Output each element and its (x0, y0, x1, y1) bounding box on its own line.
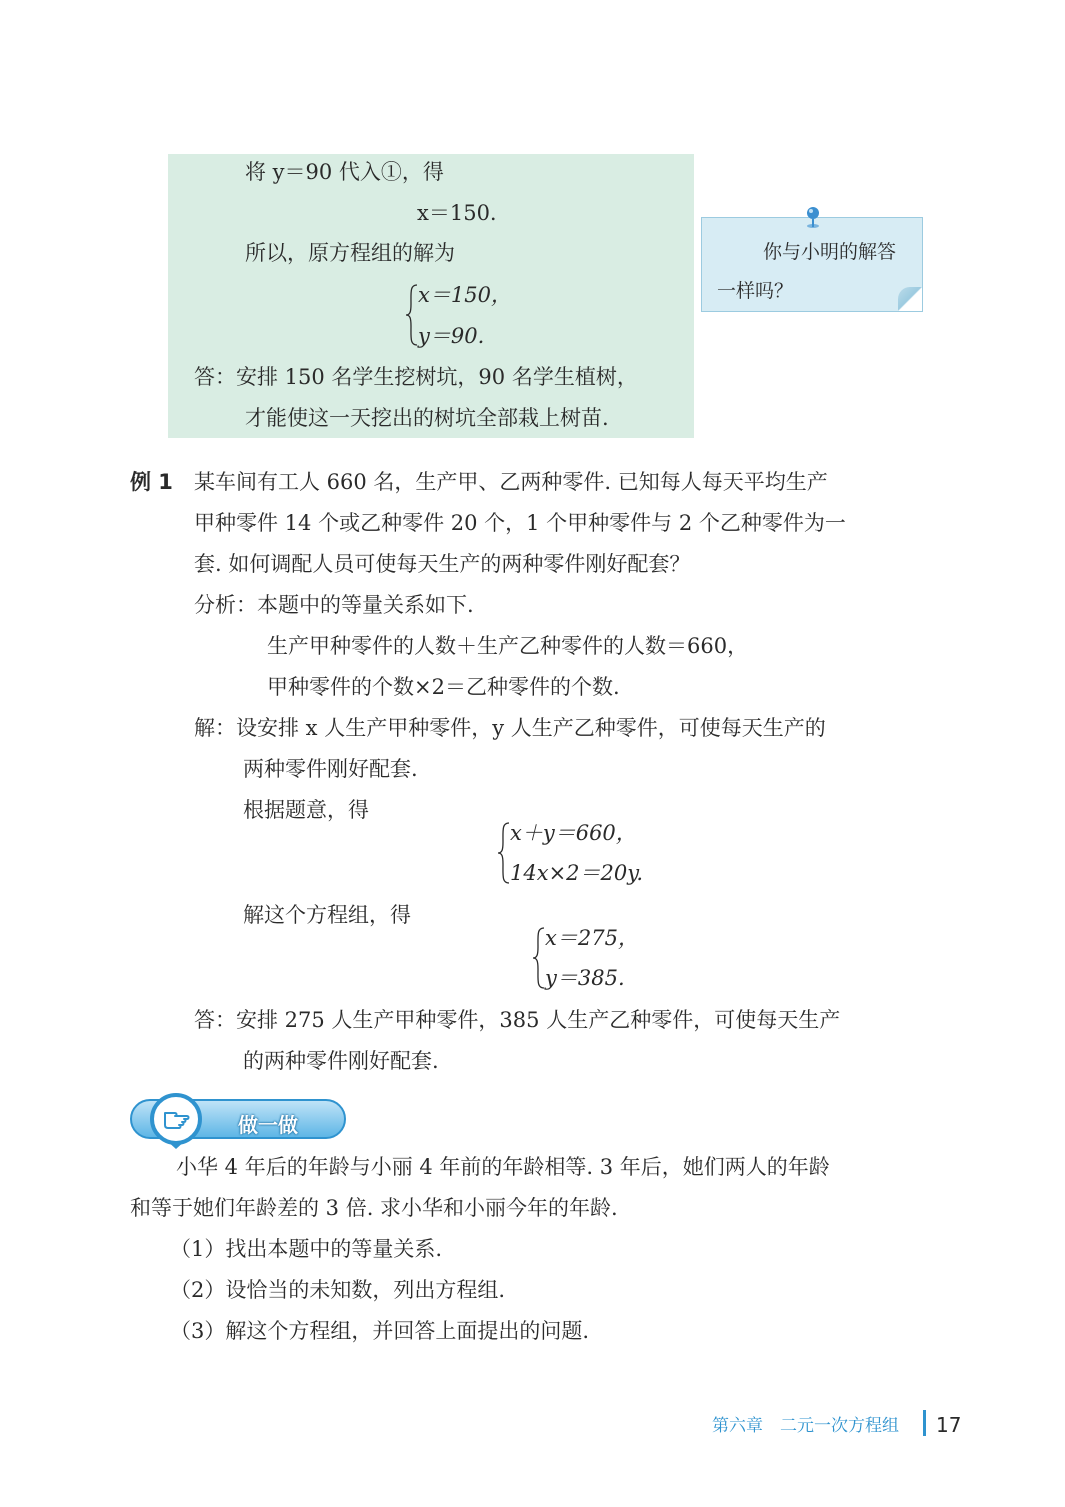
footer-divider (923, 1410, 926, 1436)
activity-paragraph-1: 小华 4 年后的年龄与小丽 4 年前的年龄相等. 3 年后，她们两人的年龄 (176, 1155, 830, 1179)
result-y: y＝385. (545, 966, 625, 990)
activity-question-3: （3）解这个方程组，并回答上面提出的问题. (170, 1319, 590, 1343)
answer-line-2: 的两种零件刚好配套. (243, 1049, 439, 1073)
box-sol-x: x＝150， (418, 283, 512, 307)
answer-line-1: 答：安排 275 人生产甲种零件，385 人生产乙种零件，可使每天生产 (194, 1008, 841, 1032)
brace-icon (405, 284, 419, 346)
basis-line: 根据题意，得 (243, 798, 369, 822)
activity-question-1: （1）找出本题中的等量关系. (170, 1237, 443, 1261)
activity-paragraph-2: 和等于她们年龄差的 3 倍. 求小华和小丽今年的年龄. (130, 1196, 618, 1220)
example-line-1: 某车间有工人 660 名，生产甲、乙两种零件. 已知每人每天平均生产 (194, 470, 828, 494)
page-number: 17 (936, 1413, 962, 1437)
box-line-1: 将 y＝90 代入①，得 (245, 160, 444, 184)
brace-icon (532, 927, 546, 989)
relation-1: 生产甲种零件的人数＋生产乙种零件的人数＝660， (267, 634, 749, 658)
solve-line: 解这个方程组，得 (243, 903, 411, 927)
box-line-3: 所以，原方程组的解为 (245, 241, 455, 265)
pushpin-icon (802, 205, 824, 229)
relation-2: 甲种零件的个数×2＝乙种零件的个数. (267, 675, 620, 699)
box-answer-1: 答：安排 150 名学生挖树坑，90 名学生植树， (194, 365, 638, 389)
equation-1: x＋y＝660， (510, 821, 637, 845)
activity-question-2: （2）设恰当的未知数，列出方程组. (170, 1278, 506, 1302)
note-line-2: 一样吗？ (717, 280, 794, 302)
solution-line-1: 解：设安排 x 人生产甲种零件，y 人生产乙种零件，可使每天生产的 (194, 716, 826, 740)
box-answer-2: 才能使这一天挖出的树坑全部栽上树苗. (245, 406, 609, 430)
box-line-2: x＝150. (417, 201, 497, 225)
activity-title: 做一做 (238, 1113, 298, 1137)
chapter-title: 第六章 二元一次方程组 (712, 1416, 899, 1436)
example-line-2: 甲种零件 14 个或乙种零件 20 个，1 个甲种零件与 2 个乙种零件为一 (194, 511, 846, 535)
solution-line-2: 两种零件刚好配套. (243, 757, 418, 781)
equation-2: 14x×2＝20y. (510, 861, 643, 885)
example-label: 例 1 (130, 470, 173, 494)
note-line-1: 你与小明的解答 (763, 241, 897, 263)
box-sol-y: y＝90. (418, 324, 485, 348)
example-line-3: 套. 如何调配人员可使每天生产的两种零件刚好配套？ (194, 552, 691, 576)
brace-icon (497, 822, 511, 884)
hand-pointing-icon (160, 1103, 192, 1135)
analysis-heading: 分析：本题中的等量关系如下. (194, 593, 474, 617)
result-x: x＝275， (545, 926, 639, 950)
page-curl (898, 287, 922, 311)
